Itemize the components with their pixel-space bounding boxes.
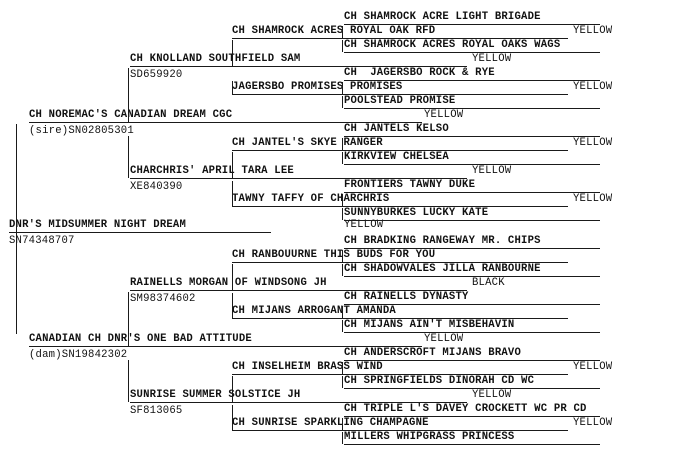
connector-line [342,418,343,430]
connector-line [342,250,343,262]
gen2-name: SUNRISE SUMMER SOLSTICE JH [130,389,301,401]
connector-line [128,136,129,178]
gen2-color: YELLOW [472,53,512,65]
gen4-line [344,276,600,277]
connector-line [232,181,233,206]
connector-line [342,40,343,52]
gen4-line [344,136,600,137]
gen4-line [344,416,600,417]
gen4-line [344,332,600,333]
gen3-name: CH RANBOUURNE THIS BUDS FOR YOU [232,249,436,261]
connector-line [232,405,233,430]
connector-line [342,26,343,38]
gen4-line [344,388,600,389]
gen4-name: CH SHAMROCK ACRES ROYAL OAKS WAGS [344,39,561,51]
gen2-reg: SD659920 [130,69,183,81]
gen4-name: CH JANTELS KELSO [344,123,449,135]
gen3-name: CH INSELHEIM BRASS WIND [232,361,383,373]
gen3-color: YELLOW [573,361,613,373]
connector-line [232,152,233,178]
dam-name: CANADIAN CH DNR'S ONE BAD ATTITUDE [29,333,252,345]
gen4-line [344,304,600,305]
connector-line [342,362,343,374]
gen3-color: YELLOW [573,81,613,93]
gen2-name: CH KNOLLAND SOUTHFIELD SAM [130,53,301,65]
gen4-name: CH BRADKING RANGEWAY MR. CHIPS [344,235,541,247]
gen4-line [344,80,600,81]
connector-line [342,320,343,332]
gen3-name: CH JANTEL'S SKYE RANGER [232,137,383,149]
gen3-color: YELLOW [573,193,613,205]
sire-reg: (sire)SN02805301 [29,125,134,137]
connector-line [342,306,343,318]
connector-line [232,293,233,318]
gen3-name: TAWNY TAFFY OF CHARCHRIS [232,193,390,205]
subject-reg: SN74348707 [9,235,75,247]
gen4-line [344,360,600,361]
gen2-color: YELLOW [472,165,512,177]
connector-line [342,432,343,444]
gen4-line [344,108,600,109]
gen3-name: JAGERSBO PROMISES PROMISES [232,81,403,93]
connector-line [342,194,343,206]
gen3-name: CH SHAMROCK ACRES ROYAL OAK RFD [232,25,436,37]
gen4-name: POOLSTEAD PROMISE [344,95,456,107]
subject-name: DNR'S MIDSUMMER NIGHT DREAM [9,219,187,231]
gen4-line [344,192,600,193]
gen4-name: CH SHADOWVALES JILLA RANBOURNE [344,263,541,275]
gen4-name: FRONTIERS TAWNY DUKE [344,179,476,191]
connector-line [128,292,129,346]
gen4-name: CH TRIPLE L'S DAVEY CROCKETT WC PR CD [344,403,587,415]
gen4-name: CH MIJANS AIN'T MISBEHAVIN [344,319,515,331]
gen4-line [344,248,600,249]
gen3-color: YELLOW [573,417,613,429]
gen2-color: YELLOW [472,389,512,401]
connector-line [232,264,233,290]
dam-reg: (dam)SN19842302 [29,349,128,361]
gen2-reg: XE840390 [130,181,183,193]
gen4-name: CH RAINELLS DYNASTY [344,291,469,303]
connector-line [342,82,343,94]
gen4-line [344,164,600,165]
gen3-color: YELLOW [573,25,613,37]
connector-line [232,40,233,66]
sire-color: YELLOW [424,109,464,121]
gen3-name: CH MIJANS ARROGANT AMANDA [232,305,396,317]
dam-color: YELLOW [424,333,464,345]
connector-line [342,264,343,276]
connector-line [342,208,343,220]
gen4-line [344,220,600,221]
gen2-name: RAINELLS MORGAN OF WINDSONG JH [130,277,327,289]
gen4-line [344,444,600,445]
gen4-name: MILLERS WHIPGRASS PRINCESS [344,431,515,443]
connector-line [342,96,343,108]
gen4-name: CH JAGERSBO ROCK & RYE [344,67,495,79]
gen4-name: CH ANDERSCROFT MIJANS BRAVO [344,347,522,359]
gen4-name: SUNNYBURKES LUCKY KATE [344,207,489,219]
connector-line [232,81,233,94]
connector-line [232,376,233,402]
connector-line [342,138,343,150]
connector-line [128,68,129,122]
connector-line [342,152,343,164]
gen4-name: KIRKVIEW CHELSEA [344,151,449,163]
gen4-line [344,52,600,53]
gen2-reg: SM98374602 [130,293,196,305]
gen4-name: CH SHAMROCK ACRE LIGHT BRIGADE [344,11,541,23]
subject-color: YELLOW [344,219,384,231]
gen4-name: CH SPRINGFIELDS DINORAH CD WC [344,375,535,387]
gen3-name: CH SUNRISE SPARKLING CHAMPAGNE [232,417,429,429]
gen2-color: BLACK [472,277,505,289]
gen2-name: CHARCHRIS' APRIL TARA LEE [130,165,294,177]
connector-line [342,376,343,388]
connector-line [128,360,129,402]
sire-name: CH NOREMAC'S CANADIAN DREAM CGC [29,109,233,121]
gen3-color: YELLOW [573,137,613,149]
gen4-line [344,24,600,25]
gen2-reg: SF813065 [130,405,183,417]
connector-line [16,248,17,334]
subject-line [9,232,271,233]
